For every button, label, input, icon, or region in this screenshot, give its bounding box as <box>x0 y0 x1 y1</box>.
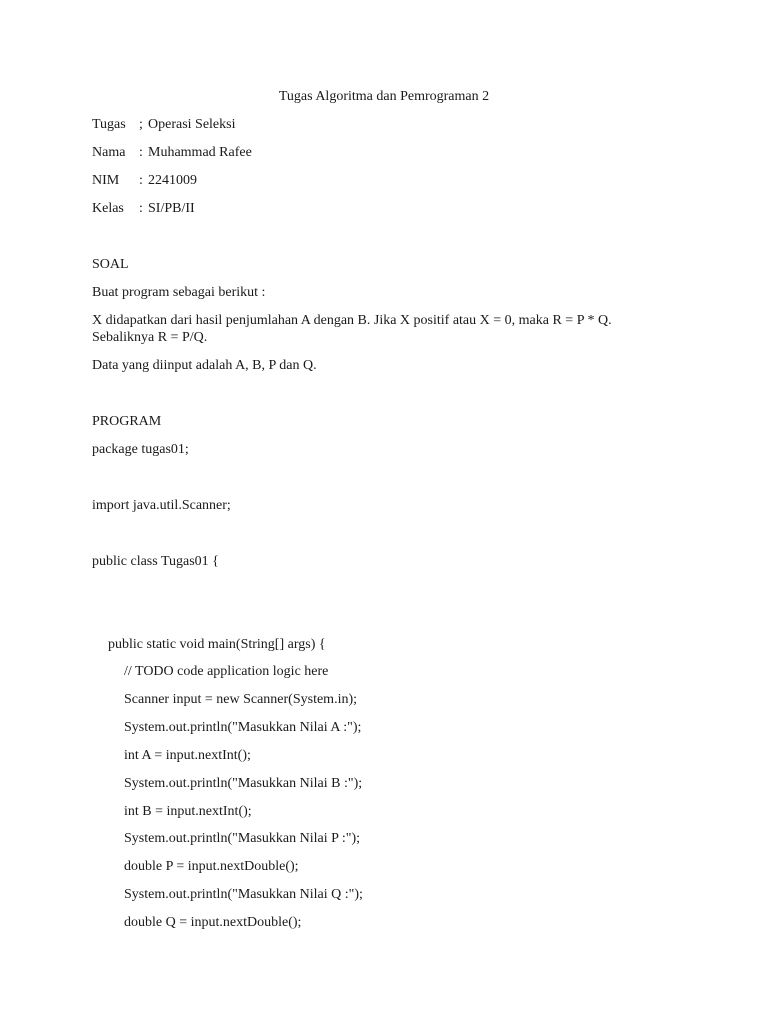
code-line: System.out.println("Masukkan Nilai B :"); <box>124 776 363 791</box>
code-line: System.out.println("Masukkan Nilai P :"); <box>124 831 361 846</box>
code-line: int A = input.nextInt(); <box>124 748 251 763</box>
code-line: System.out.println("Masukkan Nilai Q :"); <box>124 887 363 902</box>
soal-line-2: Sebaliknya R = P/Q. <box>92 330 208 345</box>
code-line: Scanner input = new Scanner(System.in); <box>124 692 358 707</box>
code-line: import java.util.Scanner; <box>92 498 231 513</box>
soal-input: Data yang diinput adalah A, B, P dan Q. <box>92 358 317 373</box>
code-line: public class Tugas01 { <box>92 554 219 569</box>
info-value-nama: Muhammad Rafee <box>148 145 252 160</box>
info-sep-nim: : <box>139 173 143 188</box>
info-label-tugas: Tugas <box>92 117 126 132</box>
code-line: // TODO code application logic here <box>124 664 329 679</box>
code-line: System.out.println("Masukkan Nilai A :"); <box>124 720 362 735</box>
document-title: Tugas Algoritma dan Pemrograman 2 <box>278 89 490 104</box>
info-sep-nama: : <box>139 145 143 160</box>
soal-intro: Buat program sebagai berikut : <box>92 285 266 300</box>
info-label-nim: NIM <box>92 173 120 188</box>
info-sep-kelas: : <box>139 201 143 216</box>
soal-heading: SOAL <box>92 257 129 272</box>
soal-line-1: X didapatkan dari hasil penjumlahan A dengan B. Jika X positif atau X = 0, maka R = P * Q. <box>92 313 612 328</box>
code-line: double Q = input.nextDouble(); <box>124 915 302 930</box>
code-line: int B = input.nextInt(); <box>124 804 252 819</box>
info-value-nim: 2241009 <box>148 173 197 188</box>
info-value-tugas: Operasi Seleksi <box>148 117 236 132</box>
info-label-nama: Nama <box>92 145 126 160</box>
info-label-kelas: Kelas <box>92 201 124 216</box>
code-line: double P = input.nextDouble(); <box>124 859 299 874</box>
code-line: public static void main(String[] args) { <box>108 637 326 652</box>
info-value-kelas: SI/PB/II <box>148 201 195 216</box>
program-heading: PROGRAM <box>92 414 162 429</box>
code-line: package tugas01; <box>92 442 189 457</box>
info-sep-tugas: ; <box>139 117 143 132</box>
